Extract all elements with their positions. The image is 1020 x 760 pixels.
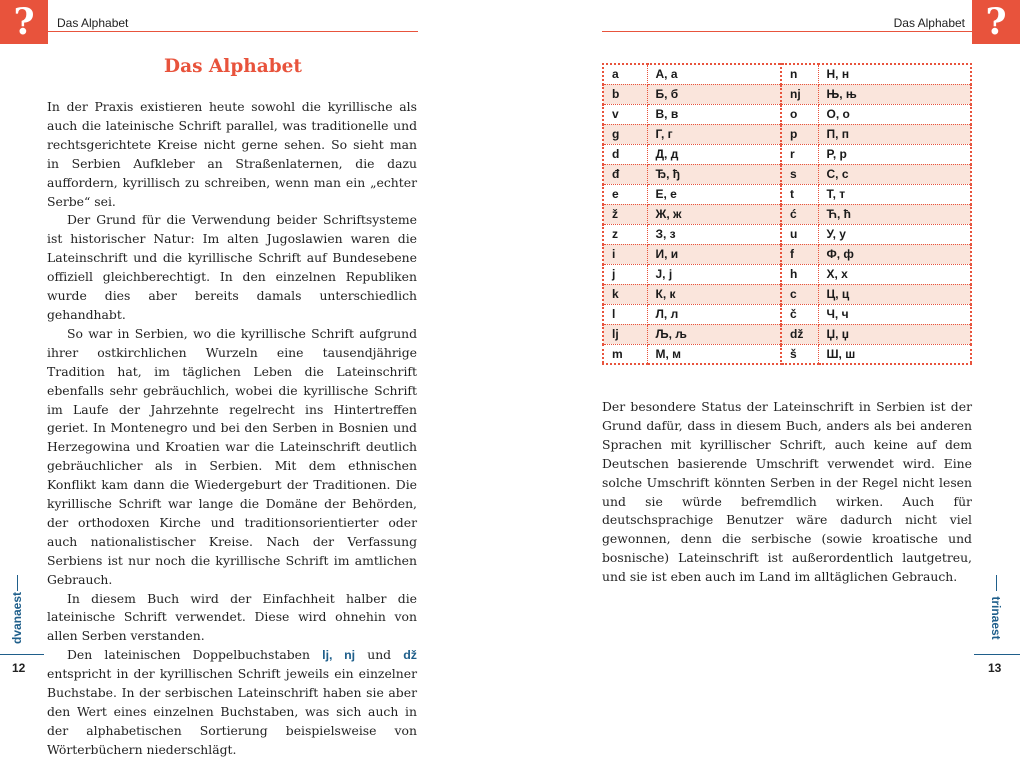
alphabet-row xyxy=(603,204,971,224)
alphabet-table-body xyxy=(603,64,971,364)
paragraph-text: und xyxy=(355,647,404,663)
latin-letter: c xyxy=(781,284,818,304)
alphabet-row xyxy=(603,244,971,264)
alphabet-row xyxy=(603,124,971,144)
cyrillic-letter: Џ, џ xyxy=(818,324,971,344)
latin-letter: đ xyxy=(603,164,647,184)
alphabet-row xyxy=(603,184,971,204)
cyrillic-letter: Р, р xyxy=(818,144,971,164)
latin-letter: dž xyxy=(781,324,818,344)
cyrillic-letter: Д, д xyxy=(647,144,781,164)
latin-letter: e xyxy=(603,184,647,204)
cyrillic-letter: Ч, ч xyxy=(818,304,971,324)
page-word-number-right: trinaest xyxy=(989,596,1003,640)
cyrillic-letter: З, з xyxy=(647,224,781,244)
page-title: Das Alphabet xyxy=(164,56,302,77)
latin-letter: a xyxy=(603,64,647,84)
cyrillic-letter: А, а xyxy=(647,64,781,84)
alphabet-row xyxy=(603,344,971,364)
highlight-lj-nj: lj, nj xyxy=(322,648,356,663)
paragraph: Der Grund für die Verwendung beider Schriftsysteme ist historischer Natur: Im alten Jugoslawien waren die Lateinschrift und die kyrillische Schrift auf Bundesebene offiziell gleichberechtigt. In den einzelnen Republiken wurde dies aber bereits damals unterschiedlich gehandhabt. xyxy=(47,212,417,322)
cyrillic-letter: Њ, њ xyxy=(818,84,971,104)
latin-letter: nj xyxy=(781,84,818,104)
cyrillic-letter: Н, н xyxy=(818,64,971,84)
paragraph-double-letters xyxy=(47,646,417,759)
paragraph: So war in Serbien, wo die kyrillische Schrift aufgrund ihrer ostkirchlichen Wurzeln eine tausendjährige Tradition hat, im täglichen Leben die Lateinschrift ebenfalls sehr gebräuchlich, wobei die kyrillische Schrift im Laufe der Jahrzehnte regelrecht ins Hintertreffen geriet. In Montenegro und bei den Serben in Bosnien und Herzegowina und Kroatien war die Lateinschrift deutlich gebräuchlicher als in Serbien. Mit dem ethnischen Konflikt kam dann die Wiedergeburt der Traditionen. Die kyrillische Schrift war lange die Domäne der Behörden, der orthodoxen Kirche und traditionsorientierter oder auch nationalistischer Kreise. Nach der Verfassung Serbiens ist nur noch die kyrillische Schrift im amtlichen Gebrauch. xyxy=(47,325,417,587)
alphabet-row xyxy=(603,304,971,324)
latin-letter: š xyxy=(781,344,818,364)
latin-letter: f xyxy=(781,244,818,264)
page-number-right: 13 xyxy=(988,661,1002,675)
latin-letter: j xyxy=(603,264,647,284)
paragraph-text: Den lateinischen Doppelbuchstaben xyxy=(67,647,323,663)
cyrillic-letter: Љ, љ xyxy=(647,324,781,344)
cyrillic-letter: Г, г xyxy=(647,124,781,144)
cyrillic-letter: Х, х xyxy=(818,264,971,284)
latin-letter: ž xyxy=(603,204,647,224)
cyrillic-letter: О, о xyxy=(818,104,971,124)
alphabet-row xyxy=(603,164,971,184)
alphabet-row xyxy=(603,144,971,164)
cyrillic-letter: В, в xyxy=(647,104,781,124)
latin-letter: i xyxy=(603,244,647,264)
latin-letter: t xyxy=(781,184,818,204)
header-rule-right xyxy=(602,31,972,32)
latin-letter: z xyxy=(603,224,647,244)
page-word-number-left: dvanaest xyxy=(10,591,24,645)
latin-letter: lj xyxy=(603,324,647,344)
alphabet-row xyxy=(603,84,971,104)
cyrillic-letter: Ћ, ћ xyxy=(818,204,971,224)
cyrillic-letter: Т, т xyxy=(818,184,971,204)
cyrillic-letter: Ц, ц xyxy=(818,284,971,304)
latin-letter: b xyxy=(603,84,647,104)
cyrillic-letter: Е, е xyxy=(647,184,781,204)
alphabet-row xyxy=(603,104,971,124)
latin-letter: v xyxy=(603,104,647,124)
cyrillic-letter: Б, б xyxy=(647,84,781,104)
highlight-dz: dž xyxy=(403,648,417,663)
question-mark-icon: ? xyxy=(972,0,1020,44)
alphabet-row xyxy=(603,64,971,84)
latin-letter: s xyxy=(781,164,818,184)
alphabet-row xyxy=(603,224,971,244)
cyrillic-letter: П, п xyxy=(818,124,971,144)
cyrillic-letter: К, к xyxy=(647,284,781,304)
paragraph: In diesem Buch wird der Einfachheit halber die lateinische Schrift verwendet. Diese wird ohnehin von allen Serben verstanden. xyxy=(47,590,417,644)
header-rule-left xyxy=(48,31,418,32)
latin-letter: l xyxy=(603,304,647,324)
side-rule-left xyxy=(17,575,18,591)
latin-letter: h xyxy=(781,264,818,284)
paragraph: Der besondere Status der Lateinschrift in Serbien ist der Grund dafür, dass in diesem Buch, anders als bei anderen Sprachen mit kyrillischer Schrift, auch keine auf dem Deutschen basierende Umschrift verwendet wird. Eine solche Umschrift könnten Serben in der Regel nicht lesen und sie würde befremdlich wirken. Auch für deutschsprachige Benutzer wäre dadurch nicht viel gewonnen, denn die serbische (sowie kroatische und bosnische) Lateinschrift ist außerordentlich lautgetreu, und sie ist eben auch im Land im alltäglichen Gebrauch. xyxy=(602,399,972,585)
cyrillic-letter: Л, л xyxy=(647,304,781,324)
alphabet-row xyxy=(603,284,971,304)
left-body-text xyxy=(47,98,417,760)
latin-letter: č xyxy=(781,304,818,324)
cyrillic-letter: Ф, ф xyxy=(818,244,971,264)
latin-letter: g xyxy=(603,124,647,144)
latin-letter: ć xyxy=(781,204,818,224)
running-header-right: Das Alphabet xyxy=(893,16,965,30)
latin-letter: u xyxy=(781,224,818,244)
alphabet-table xyxy=(602,63,972,365)
question-mark-icon: ? xyxy=(0,0,48,44)
latin-letter: d xyxy=(603,144,647,164)
side-rule-right xyxy=(996,575,997,591)
cyrillic-letter: И, и xyxy=(647,244,781,264)
latin-letter: p xyxy=(781,124,818,144)
cyrillic-letter: Ж, ж xyxy=(647,204,781,224)
cyrillic-letter: Ђ, ђ xyxy=(647,164,781,184)
latin-letter: k xyxy=(603,284,647,304)
page-number-left: 12 xyxy=(12,661,26,675)
alphabet-row xyxy=(603,264,971,284)
cyrillic-letter: Ј, ј xyxy=(647,264,781,284)
alphabet-row xyxy=(603,324,971,344)
latin-letter: n xyxy=(781,64,818,84)
cyrillic-letter: С, с xyxy=(818,164,971,184)
latin-letter: o xyxy=(781,104,818,124)
cyrillic-letter: Ш, ш xyxy=(818,344,971,364)
cyrillic-letter: У, у xyxy=(818,224,971,244)
latin-letter: r xyxy=(781,144,818,164)
latin-letter: m xyxy=(603,344,647,364)
footer-rule-left xyxy=(0,654,44,655)
cyrillic-letter: М, м xyxy=(647,344,781,364)
paragraph-text: entspricht in der kyrillischen Schrift jeweils ein einzelner Buchstabe. In der serbischen Lateinschrift haben sie aber den Wert eines einzelnen Buchstaben, was sich auch in der alphabetischen Sortierung beispielsweise von Wörterbüchern niederschlägt. xyxy=(47,666,417,757)
right-body-text xyxy=(602,398,972,587)
running-header-left: Das Alphabet xyxy=(57,16,129,30)
paragraph: In der Praxis existieren heute sowohl die kyrillische als auch die lateinische Schrift parallel, was traditionelle und rechtsgerichtete Kreise nicht gerne sehen. So sieht man in Serbien Aufkleber an Straßenlaternen, die dazu auffordern, kyrillisch zu schreiben, wenn man ein „echter Serbe“ sei. xyxy=(47,99,417,209)
footer-rule-right xyxy=(974,654,1020,655)
